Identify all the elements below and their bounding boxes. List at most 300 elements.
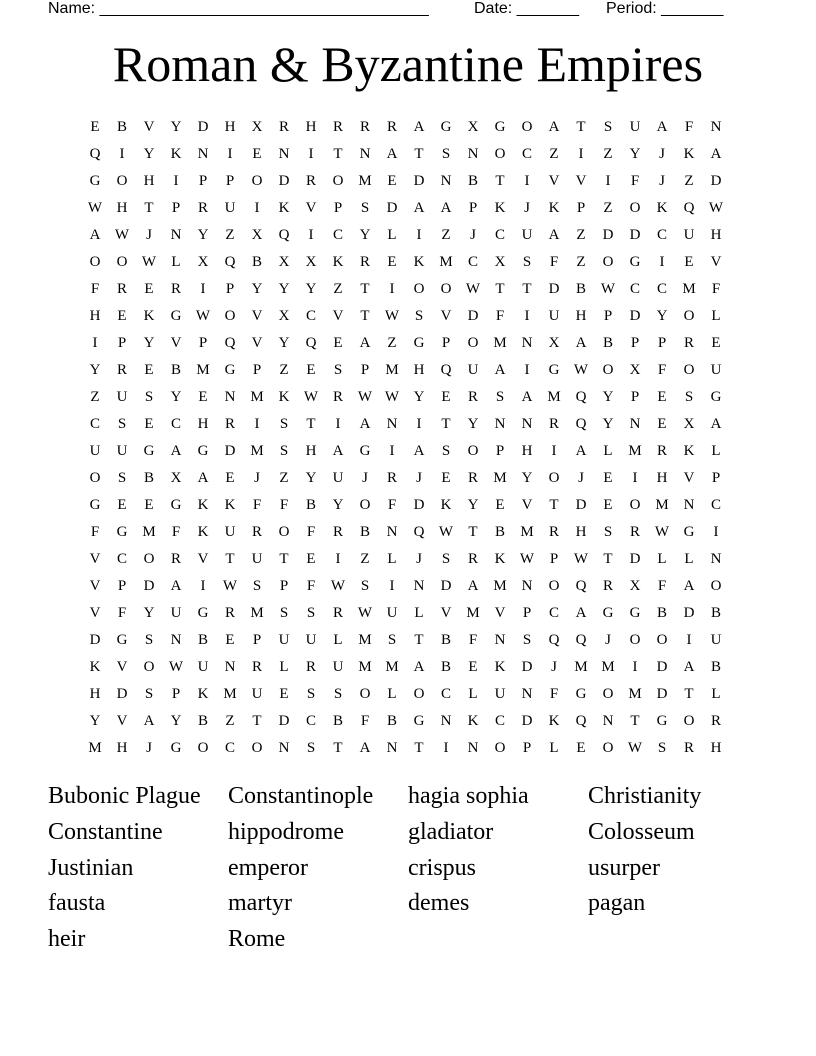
- grid-letter: I: [389, 578, 395, 594]
- grid-letter: R: [386, 470, 397, 486]
- word-list-item: Justinian: [48, 854, 134, 881]
- grid-letter: I: [308, 227, 314, 243]
- grid-letter: L: [279, 659, 289, 675]
- grid-letter: G: [359, 443, 371, 459]
- grid-letter: Y: [197, 227, 209, 243]
- grid-letter: T: [630, 713, 640, 729]
- grid-letter: B: [197, 632, 208, 648]
- grid-letter: N: [386, 740, 398, 756]
- grid-letter: T: [495, 281, 505, 297]
- grid-letter: E: [684, 254, 694, 270]
- grid-letter: O: [494, 740, 506, 756]
- grid-letter: F: [117, 605, 127, 621]
- grid-letter: W: [357, 389, 373, 405]
- grid-letter: O: [251, 173, 263, 189]
- grid-letter: C: [656, 227, 667, 243]
- grid-letter: R: [251, 524, 262, 540]
- grid-letter: S: [360, 578, 370, 594]
- grid-letter: R: [332, 119, 343, 135]
- grid-letter: R: [683, 740, 694, 756]
- grid-letter: C: [116, 551, 127, 567]
- grid-letter: W: [708, 200, 724, 216]
- grid-letter: Q: [575, 578, 587, 594]
- grid-letter: P: [117, 578, 127, 594]
- grid-letter: A: [683, 578, 695, 594]
- grid-letter: O: [521, 119, 533, 135]
- grid-letter: H: [413, 362, 425, 378]
- grid-letter: T: [252, 713, 262, 729]
- grid-letter: S: [306, 605, 316, 621]
- grid-letter: O: [683, 713, 695, 729]
- grid-letter: Y: [305, 281, 317, 297]
- grid-letter: I: [389, 281, 395, 297]
- grid-letter: M: [682, 281, 696, 297]
- grid-letter: O: [224, 308, 236, 324]
- grid-letter: Y: [305, 470, 317, 486]
- grid-letter: A: [332, 443, 344, 459]
- grid-letter: T: [360, 308, 370, 324]
- grid-letter: S: [144, 686, 154, 702]
- grid-letter: R: [332, 605, 343, 621]
- grid-letter: X: [683, 416, 695, 432]
- grid-letter: J: [362, 470, 368, 486]
- grid-letter: R: [467, 389, 478, 405]
- grid-letter: C: [656, 281, 667, 297]
- grid-letter: D: [197, 119, 209, 135]
- grid-letter: K: [548, 713, 560, 729]
- grid-letter: Q: [548, 632, 560, 648]
- grid-letter: O: [629, 632, 641, 648]
- grid-letter: N: [710, 119, 722, 135]
- grid-letter: P: [630, 335, 640, 351]
- grid-letter: R: [170, 551, 181, 567]
- grid-letter: A: [548, 119, 560, 135]
- grid-letter: R: [116, 362, 127, 378]
- grid-letter: V: [710, 254, 722, 270]
- grid-letter: V: [575, 173, 587, 189]
- grid-letter: M: [493, 578, 507, 594]
- grid-letter: Y: [467, 416, 479, 432]
- grid-letter: G: [629, 605, 641, 621]
- grid-letter: A: [143, 713, 155, 729]
- grid-letter: A: [575, 605, 587, 621]
- grid-letter: A: [440, 200, 452, 216]
- grid-letter: W: [114, 227, 130, 243]
- word-list-item: Colosseum: [588, 818, 695, 845]
- grid-letter: N: [278, 146, 290, 162]
- grid-letter: V: [170, 335, 182, 351]
- grid-letter: E: [441, 470, 451, 486]
- grid-letter: L: [387, 227, 397, 243]
- grid-letter: O: [602, 362, 614, 378]
- grid-letter: F: [90, 524, 100, 540]
- grid-letter: R: [332, 389, 343, 405]
- grid-letter: C: [332, 227, 343, 243]
- grid-letter: M: [358, 659, 372, 675]
- grid-letter: O: [143, 551, 155, 567]
- grid-letter: E: [333, 335, 343, 351]
- grid-letter: R: [305, 173, 316, 189]
- grid-letter: P: [603, 308, 613, 324]
- grid-letter: U: [116, 389, 128, 405]
- grid-letter: E: [117, 497, 127, 513]
- grid-letter: I: [227, 146, 233, 162]
- grid-letter: N: [521, 416, 533, 432]
- word-list-item: gladiator: [408, 818, 494, 845]
- grid-letter: B: [197, 713, 208, 729]
- grid-letter: P: [279, 578, 289, 594]
- grid-letter: F: [360, 713, 370, 729]
- grid-letter: S: [495, 389, 505, 405]
- grid-letter: S: [333, 362, 343, 378]
- grid-letter: Y: [332, 497, 344, 513]
- grid-letter: N: [494, 632, 506, 648]
- grid-letter: R: [548, 524, 559, 540]
- grid-letter: G: [602, 605, 614, 621]
- grid-letter: S: [333, 686, 343, 702]
- grid-letter: G: [116, 524, 128, 540]
- grid-letter: O: [602, 740, 614, 756]
- word-list-item: heir: [48, 926, 86, 952]
- grid-letter: O: [602, 254, 614, 270]
- grid-letter: M: [250, 443, 264, 459]
- grid-letter: U: [332, 659, 344, 675]
- grid-letter: G: [413, 713, 425, 729]
- grid-letter: V: [305, 200, 317, 216]
- grid-letter: W: [465, 281, 481, 297]
- grid-letter: U: [332, 470, 344, 486]
- grid-letter: E: [306, 551, 316, 567]
- grid-letter: A: [89, 227, 101, 243]
- grid-letter: A: [170, 578, 182, 594]
- grid-letter: C: [494, 713, 505, 729]
- grid-letter: T: [279, 551, 289, 567]
- grid-letter: R: [332, 524, 343, 540]
- word-list-item: pagan: [588, 890, 646, 917]
- grid-letter: M: [358, 632, 372, 648]
- word-list-item: hagia sophia: [408, 783, 529, 809]
- grid-letter: N: [413, 578, 425, 594]
- grid-letter: S: [306, 740, 316, 756]
- grid-letter: V: [251, 308, 263, 324]
- grid-letter: U: [548, 308, 560, 324]
- grid-letter: R: [278, 119, 289, 135]
- grid-letter: B: [575, 281, 586, 297]
- grid-letter: T: [360, 281, 370, 297]
- grid-letter: K: [89, 659, 101, 675]
- grid-letter: F: [252, 497, 262, 513]
- grid-letter: R: [467, 551, 478, 567]
- grid-letter: P: [171, 686, 181, 702]
- grid-letter: S: [441, 551, 451, 567]
- grid-letter: Q: [278, 227, 290, 243]
- grid-letter: O: [683, 308, 695, 324]
- grid-letter: C: [521, 146, 532, 162]
- grid-letter: U: [224, 524, 236, 540]
- grid-letter: Y: [170, 389, 182, 405]
- grid-letter: F: [171, 524, 181, 540]
- grid-letter: H: [710, 740, 722, 756]
- grid-letter: J: [605, 632, 611, 648]
- grid-letter: R: [224, 605, 235, 621]
- grid-letter: M: [520, 524, 534, 540]
- grid-letter: E: [657, 416, 667, 432]
- grid-letter: M: [655, 497, 669, 513]
- grid-letter: S: [252, 578, 262, 594]
- date-field: Date: _______: [474, 0, 579, 17]
- grid-letter: S: [117, 470, 127, 486]
- grid-letter: G: [710, 389, 722, 405]
- grid-letter: L: [657, 551, 667, 567]
- grid-letter: H: [116, 740, 128, 756]
- grid-letter: M: [493, 470, 507, 486]
- grid-letter: E: [387, 173, 397, 189]
- grid-letter: O: [629, 200, 641, 216]
- grid-letter: U: [251, 551, 263, 567]
- grid-letter: C: [170, 416, 181, 432]
- grid-letter: I: [659, 254, 665, 270]
- grid-letter: B: [386, 713, 397, 729]
- grid-letter: G: [413, 335, 425, 351]
- grid-letter: T: [495, 173, 505, 189]
- grid-letter: I: [335, 416, 341, 432]
- grid-letter: R: [710, 713, 721, 729]
- grid-letter: P: [360, 362, 370, 378]
- grid-letter: W: [357, 605, 373, 621]
- grid-letter: N: [683, 497, 695, 513]
- grid-letter: Q: [440, 362, 452, 378]
- grid-letter: Q: [575, 632, 587, 648]
- grid-letter: Y: [170, 119, 182, 135]
- grid-letter: D: [278, 713, 290, 729]
- grid-letter: I: [416, 416, 422, 432]
- grid-letter: T: [441, 416, 451, 432]
- grid-letter: D: [521, 713, 533, 729]
- grid-letter: O: [116, 173, 128, 189]
- grid-letter: Q: [89, 146, 101, 162]
- grid-letter: Z: [603, 146, 613, 162]
- grid-letter: Z: [576, 254, 586, 270]
- grid-letter: E: [144, 497, 154, 513]
- grid-letter: C: [548, 605, 559, 621]
- name-field: Name: _____________________________________: [48, 0, 429, 17]
- grid-letter: F: [711, 281, 721, 297]
- grid-letter: K: [683, 146, 695, 162]
- grid-letter: V: [440, 308, 452, 324]
- grid-letter: O: [548, 470, 560, 486]
- grid-letter: D: [629, 551, 641, 567]
- word-list-item: Rome: [228, 926, 286, 952]
- grid-letter: O: [683, 362, 695, 378]
- grid-letter: T: [468, 524, 478, 540]
- grid-letter: K: [332, 254, 344, 270]
- grid-letter: G: [440, 119, 452, 135]
- grid-letter: P: [252, 632, 262, 648]
- grid-letter: I: [632, 659, 638, 675]
- grid-letter: K: [683, 443, 695, 459]
- grid-letter: W: [384, 308, 400, 324]
- grid-letter: R: [548, 416, 559, 432]
- grid-letter: O: [116, 254, 128, 270]
- grid-letter: D: [575, 497, 587, 513]
- grid-letter: D: [656, 686, 668, 702]
- grid-letter: L: [684, 551, 694, 567]
- grid-letter: J: [254, 470, 260, 486]
- grid-letter: D: [629, 308, 641, 324]
- grid-letter: G: [116, 632, 128, 648]
- grid-letter: F: [279, 497, 289, 513]
- grid-letter: U: [170, 605, 182, 621]
- grid-letter: P: [171, 200, 181, 216]
- grid-letter: H: [116, 200, 128, 216]
- grid-letter: B: [143, 470, 154, 486]
- grid-letter: V: [116, 713, 128, 729]
- grid-letter: R: [656, 443, 667, 459]
- grid-letter: Z: [603, 200, 613, 216]
- grid-letter: I: [524, 308, 530, 324]
- grid-letter: L: [603, 443, 613, 459]
- grid-letter: M: [142, 524, 156, 540]
- word-list-item: martyr: [228, 890, 292, 917]
- grid-letter: N: [440, 713, 452, 729]
- grid-letter: W: [519, 551, 535, 567]
- grid-letter: I: [713, 524, 719, 540]
- grid-letter: M: [493, 335, 507, 351]
- grid-letter: X: [278, 254, 290, 270]
- word-list-item: fausta: [48, 890, 106, 917]
- grid-letter: E: [387, 254, 397, 270]
- grid-letter: N: [467, 146, 479, 162]
- grid-letter: Z: [279, 470, 289, 486]
- grid-letter: M: [196, 362, 210, 378]
- grid-letter: P: [657, 335, 667, 351]
- grid-letter: G: [143, 443, 155, 459]
- grid-letter: O: [359, 497, 371, 513]
- grid-letter: P: [225, 173, 235, 189]
- grid-letter: G: [197, 443, 209, 459]
- grid-letter: D: [602, 227, 614, 243]
- grid-letter: C: [305, 713, 316, 729]
- grid-letter: W: [600, 281, 616, 297]
- grid-letter: Z: [576, 227, 586, 243]
- grid-letter: H: [305, 443, 317, 459]
- grid-letter: A: [710, 146, 722, 162]
- grid-letter: R: [197, 200, 208, 216]
- grid-letter: I: [578, 146, 584, 162]
- grid-letter: V: [494, 605, 506, 621]
- grid-letter: A: [413, 200, 425, 216]
- grid-letter: G: [224, 362, 236, 378]
- grid-letter: L: [549, 740, 559, 756]
- grid-letter: N: [602, 713, 614, 729]
- grid-letter: L: [171, 254, 181, 270]
- grid-letter: X: [548, 335, 560, 351]
- grid-letter: P: [441, 335, 451, 351]
- grid-letter: T: [144, 200, 154, 216]
- grid-letter: U: [197, 659, 209, 675]
- grid-letter: X: [629, 362, 641, 378]
- grid-letter: H: [656, 470, 668, 486]
- grid-letter: W: [330, 578, 346, 594]
- grid-letter: C: [305, 308, 316, 324]
- grid-letter: D: [710, 173, 722, 189]
- grid-letter: I: [389, 443, 395, 459]
- grid-letter: W: [573, 362, 589, 378]
- grid-letter: K: [143, 308, 155, 324]
- grid-letter: I: [119, 146, 125, 162]
- grid-letter: O: [548, 578, 560, 594]
- grid-letter: H: [575, 308, 587, 324]
- grid-letter: B: [251, 254, 262, 270]
- grid-letter: D: [143, 578, 155, 594]
- grid-letter: N: [170, 227, 182, 243]
- grid-letter: I: [200, 281, 206, 297]
- grid-letter: P: [495, 443, 505, 459]
- grid-letter: Y: [467, 497, 479, 513]
- grid-letter: B: [359, 524, 370, 540]
- grid-letter: J: [146, 227, 152, 243]
- grid-letter: G: [170, 497, 182, 513]
- grid-letter: B: [116, 119, 127, 135]
- grid-letter: E: [576, 740, 586, 756]
- grid-letter: O: [89, 470, 101, 486]
- grid-letter: T: [414, 146, 424, 162]
- grid-letter: B: [602, 335, 613, 351]
- grid-letter: N: [359, 146, 371, 162]
- grid-letter: Y: [521, 470, 533, 486]
- grid-letter: Q: [575, 713, 587, 729]
- grid-letter: Q: [575, 416, 587, 432]
- grid-letter: E: [252, 146, 262, 162]
- grid-letter: C: [89, 416, 100, 432]
- grid-letter: H: [710, 227, 722, 243]
- grid-letter: G: [170, 308, 182, 324]
- grid-letter: A: [494, 362, 506, 378]
- grid-letter: P: [117, 335, 127, 351]
- grid-letter: O: [602, 686, 614, 702]
- grid-letter: K: [467, 713, 479, 729]
- grid-letter: N: [521, 686, 533, 702]
- grid-letter: A: [413, 119, 425, 135]
- grid-letter: V: [197, 551, 209, 567]
- grid-letter: Y: [602, 389, 614, 405]
- grid-letter: R: [359, 119, 370, 135]
- grid-letter: I: [443, 740, 449, 756]
- grid-letter: P: [522, 605, 532, 621]
- grid-letter: H: [224, 119, 236, 135]
- grid-letter: U: [116, 443, 128, 459]
- grid-letter: W: [141, 254, 157, 270]
- grid-letter: P: [198, 173, 208, 189]
- grid-letter: A: [548, 227, 560, 243]
- grid-letter: P: [576, 200, 586, 216]
- grid-letter: T: [684, 686, 694, 702]
- grid-letter: E: [144, 416, 154, 432]
- grid-letter: Z: [333, 281, 343, 297]
- grid-letter: I: [173, 173, 179, 189]
- grid-letter: J: [578, 470, 584, 486]
- grid-letter: K: [494, 551, 506, 567]
- grid-letter: W: [195, 308, 211, 324]
- grid-letter: P: [225, 281, 235, 297]
- grid-letter: J: [416, 551, 422, 567]
- grid-letter: D: [440, 578, 452, 594]
- grid-letter: K: [197, 686, 209, 702]
- grid-letter: E: [306, 362, 316, 378]
- grid-letter: P: [549, 551, 559, 567]
- grid-letter: S: [441, 443, 451, 459]
- grid-letter: G: [197, 605, 209, 621]
